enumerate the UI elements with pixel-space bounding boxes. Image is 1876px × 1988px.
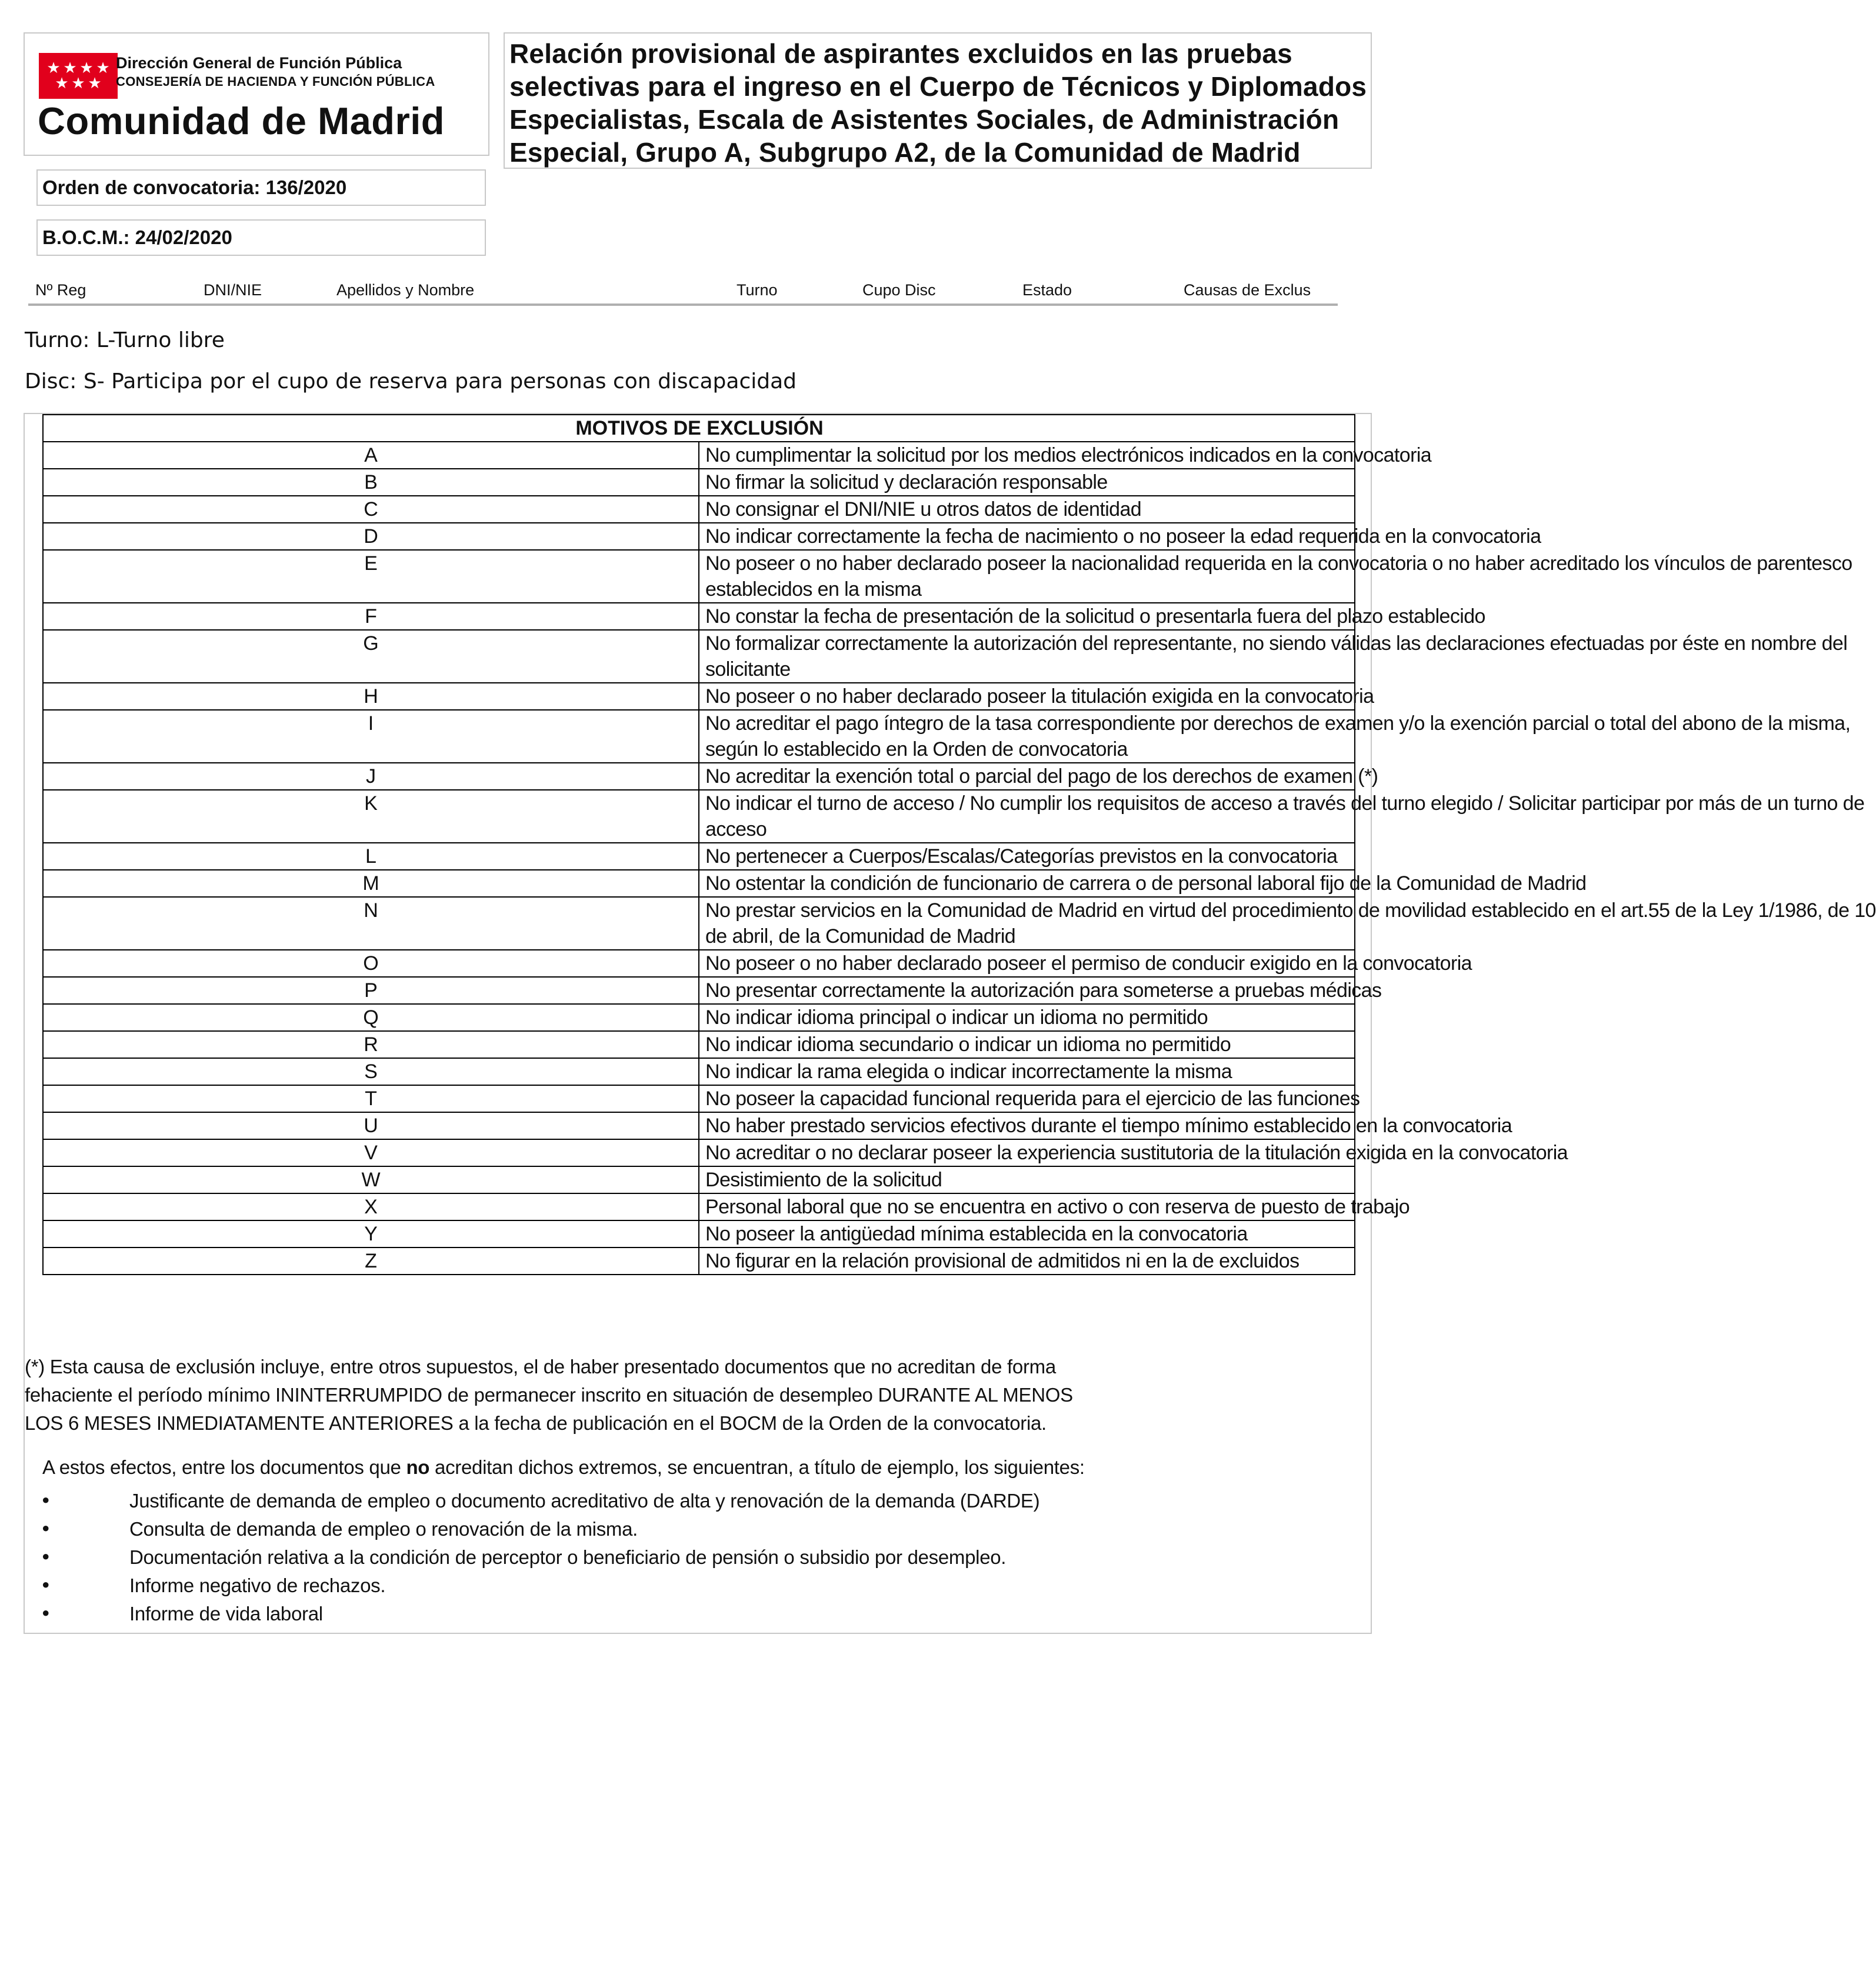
motivo-code: U [43, 1112, 699, 1139]
motivo-description-line: de abril, de la Comunidad de Madrid [705, 925, 1016, 948]
motivo-description-line: No figurar en la relación provisional de admitidos ni en la de excluidos [705, 1250, 1299, 1272]
star-icon: ★ [63, 59, 77, 77]
motivo-description [699, 1004, 1355, 1031]
motivo-description-line: establecidos en la misma [705, 578, 922, 601]
table-row [43, 950, 1355, 977]
motivo-description [699, 977, 1382, 1004]
motivo-description-line: No cumplimentar la solicitud por los medios electrónicos indicados en la convocatoria [705, 444, 1432, 466]
table-row [43, 1085, 1355, 1112]
motivo-description [699, 442, 1432, 469]
table-row [43, 1112, 1355, 1139]
motivo-description-line: No consignar el DNI/NIE u otros datos de identidad [705, 498, 1142, 521]
header-rule [28, 303, 1338, 306]
motivo-description [699, 1031, 1355, 1058]
motivo-code: O [43, 950, 699, 977]
title-line: Relación provisional de aspirantes excluidos en las pruebas [509, 38, 1292, 69]
motivo-description-line: solicitante [705, 658, 791, 681]
star-icon: ★ [79, 59, 94, 77]
motivo-code: E [43, 550, 699, 603]
table-row [43, 870, 1355, 897]
footnote-line: (*) Esta causa de exclusión incluye, entre otros supuestos, el de haber presentado documentos que no acreditan de forma [25, 1356, 1056, 1377]
motivo-code: J [43, 763, 699, 790]
madrid-flag-logo [39, 53, 118, 99]
list-item-text: Consulta de demanda de empleo o renovación de la misma. [129, 1518, 638, 1540]
table-row [43, 790, 1355, 843]
motivo-description [699, 1085, 1360, 1112]
motivo-description [699, 790, 1865, 843]
motivo-description [699, 496, 1355, 523]
table-row [43, 496, 1355, 523]
column-header-turno: Turno [737, 281, 778, 299]
motivo-description [699, 763, 1378, 790]
motivo-description-line: No acreditar el pago íntegro de la tasa correspondiente por derechos de examen y/o la exención parcial o total del abono de la misma, [705, 712, 1851, 735]
motivo-description-line: No poseer la capacidad funcional requerida para el ejercicio de las funciones [705, 1088, 1360, 1110]
motivo-description [699, 523, 1541, 550]
motivo-description-line: No presentar correctamente la autorización para someterse a pruebas médicas [705, 979, 1382, 1002]
table-row [43, 977, 1355, 1004]
org-directorate: Dirección General de Función Pública [116, 54, 402, 72]
motivo-description [699, 1247, 1355, 1275]
motivo-code: M [43, 870, 699, 897]
motivos-header: MOTIVOS DE EXCLUSIÓN [43, 415, 1355, 442]
motivo-code: X [43, 1193, 699, 1220]
column-header-cupo: Cupo Disc [862, 281, 936, 299]
motivo-code: G [43, 630, 699, 683]
motivo-description [699, 1112, 1512, 1139]
motivo-description [699, 1058, 1355, 1085]
motivo-description-line: Desistimiento de la solicitud [705, 1169, 942, 1191]
motivo-description [699, 870, 1587, 897]
title-line: Especial, Grupo A, Subgrupo A2, de la Comunidad de Madrid [509, 137, 1301, 168]
table-row [43, 1193, 1355, 1220]
footnote-line: fehaciente el período mínimo ININTERRUMPIDO de permanecer inscrito en situación de desempleo DURANTE AL MENOS [25, 1384, 1073, 1406]
bullet-icon: • [40, 1517, 52, 1540]
star-icon: ★ [71, 75, 85, 92]
motivo-description [699, 603, 1485, 630]
list-item-text: Informe de vida laboral [129, 1603, 323, 1625]
org-name: Comunidad de Madrid [38, 99, 445, 142]
motivo-description-line: No poseer o no haber declarado poseer la nacionalidad requerida en la convocatoria o no haber acreditado los vínculos de parentesco [705, 552, 1852, 575]
star-icon: ★ [55, 75, 69, 92]
motivo-description-line: No indicar correctamente la fecha de nacimiento o no poseer la edad requerida en la convocatoria [705, 525, 1541, 548]
star-icon: ★ [46, 59, 61, 77]
motivo-description-line: Personal laboral que no se encuentra en activo o con reserva de puesto de trabajo [705, 1196, 1410, 1218]
motivo-description [699, 897, 1876, 950]
table-row [43, 763, 1355, 790]
motivo-code: W [43, 1166, 699, 1193]
list-item [40, 1546, 1006, 1569]
motivo-description-line: acceso [705, 818, 767, 840]
footnote-intro-bold: no [406, 1456, 430, 1478]
title-line: Especialistas, Escala de Asistentes Sociales, de Administración [509, 104, 1339, 135]
motivo-code: A [43, 442, 699, 469]
footnote-intro-text: A estos efectos, entre los documentos que [42, 1456, 406, 1478]
table-row [43, 897, 1355, 950]
list-item-text: Informe negativo de rechazos. [129, 1575, 386, 1596]
motivo-code: F [43, 603, 699, 630]
legend-disc: Disc: S- Participa por el cupo de reserva para personas con discapacidad [25, 369, 797, 393]
motivo-code: R [43, 1031, 699, 1058]
list-item [40, 1602, 323, 1625]
table-row [43, 843, 1355, 870]
table-row [43, 1031, 1355, 1058]
list-item [40, 1489, 1039, 1512]
bullet-icon: • [40, 1574, 52, 1597]
table-row [43, 710, 1355, 763]
table-row [43, 1004, 1355, 1031]
table-row [43, 1166, 1355, 1193]
motivo-description [699, 710, 1851, 763]
bullet-icon: • [40, 1602, 52, 1625]
motivo-description-line: No ostentar la condición de funcionario de carrera o de personal laboral fijo de la Comunidad de Madrid [705, 872, 1587, 895]
list-item [40, 1517, 638, 1540]
column-header-causas: Causas de Exclus [1184, 281, 1311, 299]
motivo-code: D [43, 523, 699, 550]
table-row [43, 442, 1355, 469]
column-header-dni: DNI/NIE [204, 281, 262, 299]
motivo-description [699, 950, 1472, 977]
motivo-description-line: No haber prestado servicios efectivos durante el tiempo mínimo establecido en la convocatoria [705, 1115, 1512, 1137]
motivo-code: Q [43, 1004, 699, 1031]
motivo-code: I [43, 710, 699, 763]
motivo-description-line: No indicar el turno de acceso / No cumplir los requisitos de acceso a través del turno elegido / Solicitar participar por más de un turno de [705, 792, 1865, 815]
motivo-code: K [43, 790, 699, 843]
motivo-code: Y [43, 1220, 699, 1247]
motivo-description [699, 1139, 1568, 1166]
list-item [40, 1574, 385, 1597]
motivo-description [699, 1166, 1355, 1193]
footnote-line: LOS 6 MESES INMEDIATAMENTE ANTERIORES a la fecha de publicación en el BOCM de la Orden de la convocatoria. [25, 1412, 1047, 1434]
footnote-intro-text: acreditan dichos extremos, se encuentran, a título de ejemplo, los siguientes: [429, 1456, 1085, 1478]
motivo-description [699, 469, 1355, 496]
motivo-code: C [43, 496, 699, 523]
motivo-code: S [43, 1058, 699, 1085]
motivo-description [699, 1193, 1410, 1220]
motivo-description-line: No indicar idioma principal o indicar un idioma no permitido [705, 1006, 1208, 1029]
motivo-description-line: No pertenecer a Cuerpos/Escalas/Categorías previstos en la convocatoria [705, 845, 1338, 868]
motivo-description [699, 843, 1355, 870]
bullet-icon: • [40, 1546, 52, 1569]
footnote-intro [42, 1456, 1085, 1479]
org-department: CONSEJERÍA DE HACIENDA Y FUNCIÓN PÚBLICA [116, 74, 435, 89]
motivo-code: N [43, 897, 699, 950]
bocm-date: B.O.C.M.: 24/02/2020 [36, 219, 486, 256]
table-row [43, 630, 1355, 683]
star-icon: ★ [88, 75, 102, 92]
orden-convocatoria: Orden de convocatoria: 136/2020 [36, 169, 486, 206]
motivo-code: Z [43, 1247, 699, 1275]
column-header-nreg: Nº Reg [35, 281, 86, 299]
motivo-code: V [43, 1139, 699, 1166]
star-icon: ★ [96, 59, 110, 77]
motivo-description [699, 630, 1848, 683]
motivo-code: L [43, 843, 699, 870]
motivo-code: T [43, 1085, 699, 1112]
table-row [43, 469, 1355, 496]
document-title [504, 32, 1372, 169]
table-row [43, 550, 1355, 603]
column-header-estado: Estado [1022, 281, 1072, 299]
legend-turno: Turno: L-Turno libre [25, 328, 225, 352]
motivo-description-line: según lo establecido en la Orden de convocatoria [705, 738, 1128, 760]
motivo-code: P [43, 977, 699, 1004]
list-item-text: Documentación relativa a la condición de perceptor o beneficiario de pensión o subsidio por desempleo. [129, 1546, 1007, 1568]
motivo-description-line: No acreditar o no declarar poseer la experiencia sustitutoria de la titulación exigida en la convocatoria [705, 1142, 1568, 1164]
motivo-description-line: No formalizar correctamente la autorización del representante, no siendo válidas las declaraciones efectuadas por éste en nombre del [705, 632, 1848, 655]
motivo-description [699, 1220, 1355, 1247]
table-row [43, 603, 1355, 630]
motivo-code: B [43, 469, 699, 496]
motivo-description-line: No poseer la antigüedad mínima establecida en la convocatoria [705, 1223, 1248, 1245]
motivo-description-line: No poseer o no haber declarado poseer la titulación exigida en la convocatoria [705, 685, 1374, 708]
motivo-description-line: No prestar servicios en la Comunidad de Madrid en virtud del procedimiento de movilidad establecido en el art.55 de la Ley 1/1986, de 10 [705, 899, 1876, 922]
table-row [43, 1058, 1355, 1085]
motivo-description-line: No firmar la solicitud y declaración responsable [705, 471, 1108, 493]
list-item-text: Justificante de demanda de empleo o documento acreditativo de alta y renovación de la demanda (DARDE) [129, 1490, 1040, 1512]
motivo-description [699, 683, 1374, 710]
table-row [43, 1247, 1355, 1275]
table-row [43, 523, 1355, 550]
motivo-description-line: No acreditar la exención total o parcial del pago de los derechos de examen (*) [705, 765, 1378, 788]
table-row [43, 1139, 1355, 1166]
motivo-description [699, 550, 1852, 603]
motivo-description-line: No indicar la rama elegida o indicar incorrectamente la misma [705, 1060, 1232, 1083]
title-line: selectivas para el ingreso en el Cuerpo de Técnicos y Diplomados [509, 71, 1367, 102]
motivo-description-line: No constar la fecha de presentación de la solicitud o presentarla fuera del plazo establecido [705, 605, 1485, 628]
column-header-nombre: Apellidos y Nombre [336, 281, 475, 299]
motivo-description-line: No poseer o no haber declarado poseer el permiso de conducir exigido en la convocatoria [705, 952, 1472, 975]
motivos-table [42, 414, 1876, 1275]
table-row [43, 1220, 1355, 1247]
motivo-description-line: No indicar idioma secundario o indicar un idioma no permitido [705, 1033, 1231, 1056]
table-row [43, 683, 1355, 710]
motivo-code: H [43, 683, 699, 710]
bullet-icon: • [40, 1489, 52, 1512]
